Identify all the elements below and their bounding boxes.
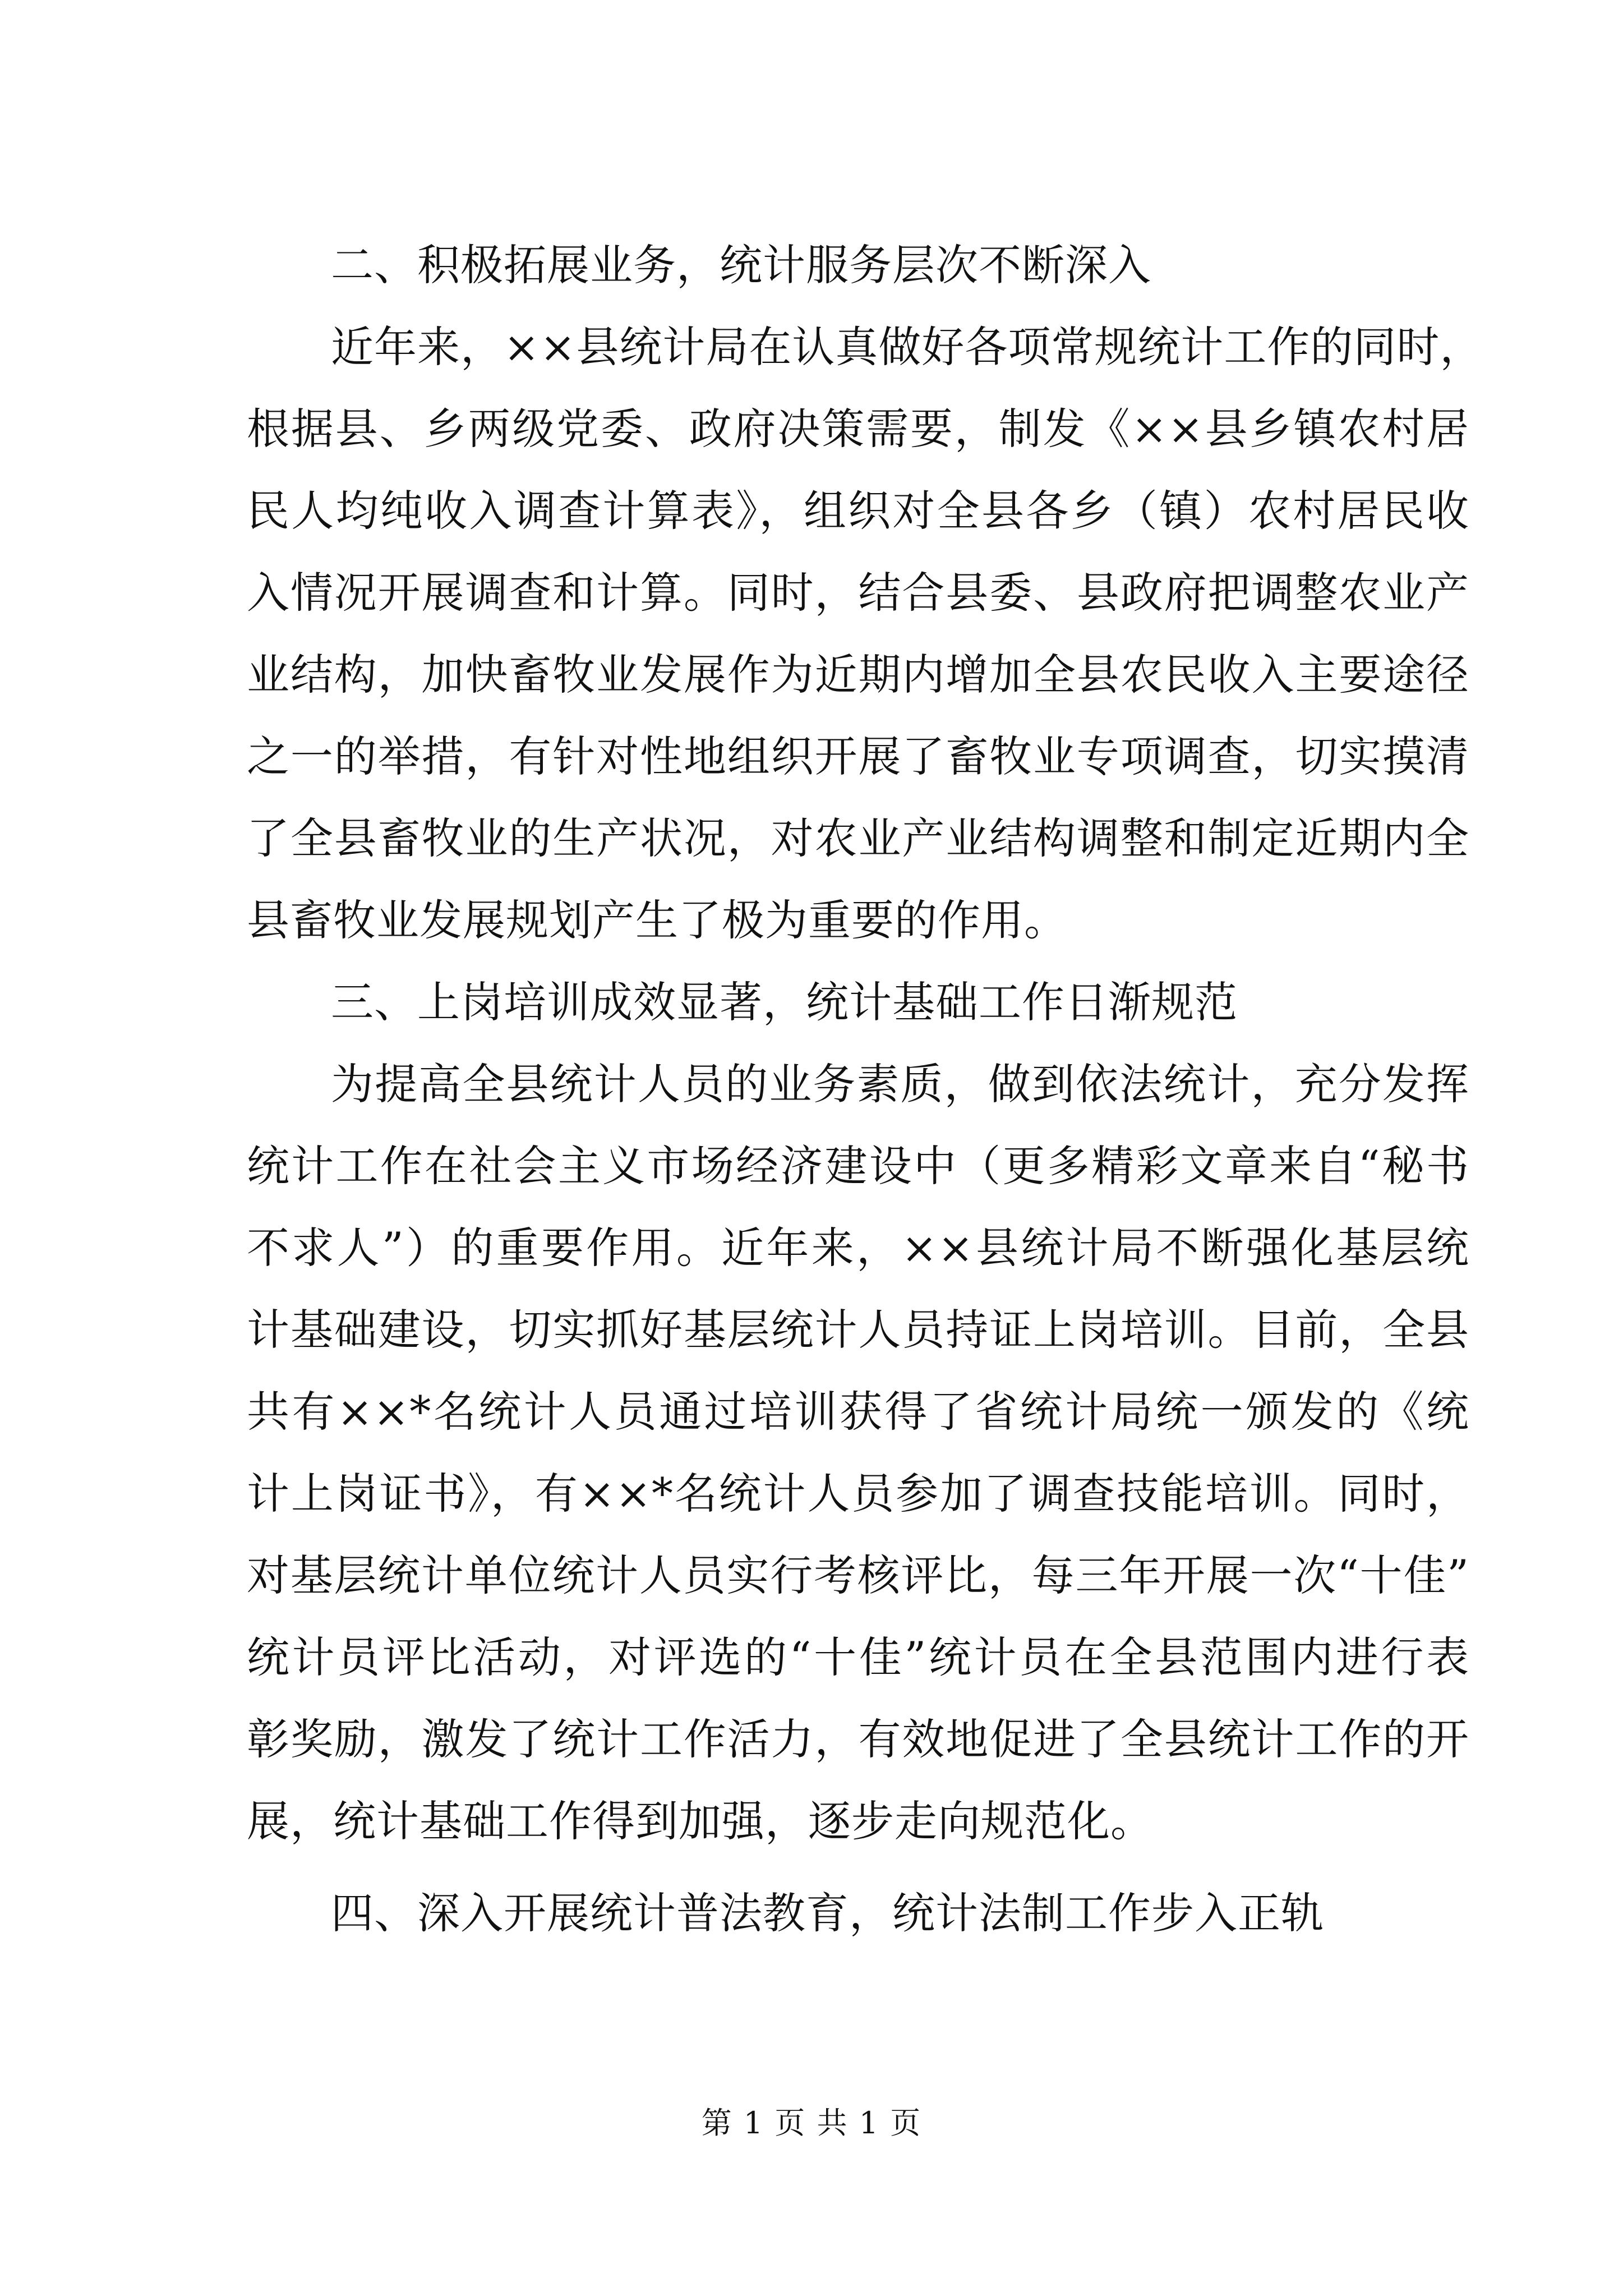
paragraph-line: 之一的举措，有针对性地组织开展了畜牧业专项调查，切实摸清 bbox=[247, 731, 1469, 781]
paragraph-line: 对基层统计单位统计人员实行考核评比，每三年开展一次“十佳” bbox=[247, 1550, 1469, 1600]
section-heading-4: 四、深入开展统计普法教育，统计法制工作步入正轨 bbox=[331, 1888, 1324, 1938]
paragraph-line: 根据县、乡两级党委、政府决策需要，制发《××县乡镇农村居 bbox=[247, 404, 1469, 454]
paragraph-line: 计上岗证书》，有××*名统计人员参加了调查技能培训。同时， bbox=[247, 1469, 1469, 1519]
paragraph-line: 民人均纯收入调查计算表》，组织对全县各乡（镇）农村居民收 bbox=[247, 486, 1469, 536]
paragraph-line: 不求人”）的重要作用。近年来，××县统计局不断强化基层统 bbox=[247, 1223, 1469, 1273]
paragraph-line: 入情况开展调查和计算。同时，结合县委、县政府把调整农业产 bbox=[247, 568, 1469, 618]
paragraph-line: 共有××*名统计人员通过培训获得了省统计局统一颁发的《统 bbox=[247, 1387, 1469, 1437]
paragraph-line: 业结构，加快畜牧业发展作为近期内增加全县农民收入主要途径 bbox=[247, 650, 1469, 700]
paragraph-line: 了全县畜牧业的生产状况，对农业产业结构调整和制定近期内全 bbox=[247, 813, 1469, 863]
paragraph-line: 县畜牧业发展规划产生了极为重要的作用。 bbox=[247, 895, 1067, 945]
page-footer: 第 1 页 共 1 页 bbox=[701, 2105, 922, 2141]
paragraph-line: 统计工作在社会主义市场经济建设中（更多精彩文章来自“秘书 bbox=[247, 1141, 1469, 1191]
paragraph-line: 彰奖励，激发了统计工作活力，有效地促进了全县统计工作的开 bbox=[247, 1714, 1469, 1764]
document-body bbox=[247, 224, 1483, 1954]
paragraph-line: 展，统计基础工作得到加强，逐步走向规范化。 bbox=[247, 1796, 1154, 1846]
paragraph-line: 为提高全县统计人员的业务素质，做到依法统计，充分发挥 bbox=[331, 1059, 1469, 1109]
paragraph-line: 近年来，××县统计局在认真做好各项常规统计工作的同时， bbox=[331, 322, 1483, 372]
paragraph-line: 统计员评比活动，对评选的“十佳”统计员在全县范围内进行表 bbox=[247, 1632, 1469, 1682]
paragraph-line: 计基础建设，切实抓好基层统计人员持证上岗培训。目前，全县 bbox=[247, 1305, 1469, 1355]
section-heading-2: 二、积极拓展业务，统计服务层次不断深入 bbox=[331, 240, 1151, 290]
section-heading-3: 三、上岗培训成效显著，统计基础工作日渐规范 bbox=[331, 977, 1238, 1027]
